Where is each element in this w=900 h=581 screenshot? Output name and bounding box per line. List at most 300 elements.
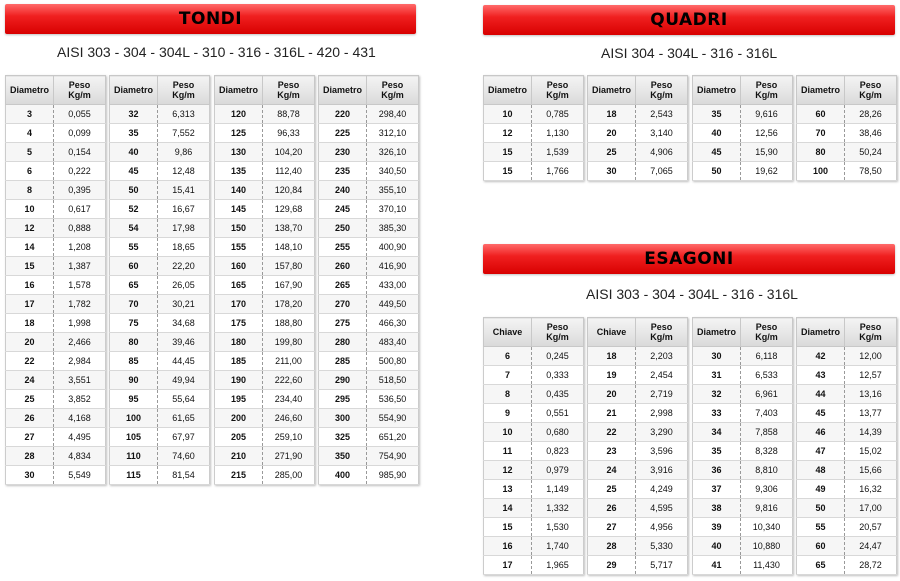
weight-cell: 2,203 <box>636 347 688 366</box>
table-row <box>215 276 315 295</box>
weight-cell: 518,50 <box>367 371 419 390</box>
weight-cell: 5,717 <box>636 556 688 575</box>
weight-cell: 433,00 <box>367 276 419 295</box>
weight-cell: 2,543 <box>636 105 688 124</box>
table-row <box>797 556 897 575</box>
quadri-table-4 <box>796 75 897 181</box>
weight-cell: 271,90 <box>263 447 315 466</box>
table-row <box>110 333 210 352</box>
weight-cell: 1,332 <box>532 499 584 518</box>
table-row <box>797 423 897 442</box>
size-cell: 115 <box>110 466 158 485</box>
weight-cell: 483,40 <box>367 333 419 352</box>
weight-cell: 0,099 <box>54 124 106 143</box>
table-row <box>110 105 210 124</box>
column-header-weight: Peso Kg/m <box>636 76 688 105</box>
weight-cell: 1,740 <box>532 537 584 556</box>
table-row <box>110 352 210 371</box>
size-cell: 135 <box>215 162 263 181</box>
size-cell: 170 <box>215 295 263 314</box>
table-row <box>110 238 210 257</box>
weight-cell: 129,68 <box>263 200 315 219</box>
table-row <box>319 447 419 466</box>
weight-cell: 55,64 <box>158 390 210 409</box>
weight-cell: 13,77 <box>845 404 897 423</box>
table-row <box>588 423 688 442</box>
esagoni-table-4 <box>796 317 897 575</box>
table-row <box>319 257 419 276</box>
table-row <box>215 200 315 219</box>
table-row <box>693 461 793 480</box>
size-cell: 34 <box>693 423 741 442</box>
tondi-subtitle: AISI 303 - 304 - 304L - 310 - 316 - 316L - 420 - 431 <box>57 44 376 60</box>
weight-cell: 18,65 <box>158 238 210 257</box>
size-cell: 17 <box>6 295 54 314</box>
table-row <box>319 105 419 124</box>
size-cell: 100 <box>797 162 845 181</box>
table-row <box>693 423 793 442</box>
size-cell: 220 <box>319 105 367 124</box>
weight-cell: 104,20 <box>263 143 315 162</box>
weight-cell: 9,306 <box>741 480 793 499</box>
weight-cell: 4,956 <box>636 518 688 537</box>
size-cell: 160 <box>215 257 263 276</box>
column-header-size: Diametro <box>484 76 532 105</box>
table-row <box>6 333 106 352</box>
table-row <box>110 124 210 143</box>
size-cell: 25 <box>588 480 636 499</box>
table-row <box>319 371 419 390</box>
weight-cell: 20,57 <box>845 518 897 537</box>
table-row <box>319 181 419 200</box>
weight-cell: 9,86 <box>158 143 210 162</box>
weight-cell: 7,065 <box>636 162 688 181</box>
size-cell: 20 <box>588 385 636 404</box>
table-row <box>319 200 419 219</box>
weight-cell: 19,62 <box>741 162 793 181</box>
size-cell: 9 <box>484 404 532 423</box>
size-cell: 60 <box>797 537 845 556</box>
size-cell: 24 <box>588 461 636 480</box>
table-row <box>6 447 106 466</box>
size-cell: 33 <box>693 404 741 423</box>
column-header-size: Diametro <box>693 318 741 347</box>
size-cell: 325 <box>319 428 367 447</box>
weight-cell: 554,90 <box>367 409 419 428</box>
size-cell: 35 <box>693 442 741 461</box>
size-cell: 260 <box>319 257 367 276</box>
column-header-weight: Peso Kg/m <box>54 76 106 105</box>
column-header-weight: Peso Kg/m <box>367 76 419 105</box>
column-header-size: Chiave <box>588 318 636 347</box>
size-cell: 14 <box>6 238 54 257</box>
esagoni-subtitle: AISI 303 - 304 - 304L - 316 - 316L <box>586 286 798 302</box>
weight-cell: 298,40 <box>367 105 419 124</box>
size-cell: 50 <box>693 162 741 181</box>
size-cell: 12 <box>484 461 532 480</box>
table-row <box>319 162 419 181</box>
size-cell: 240 <box>319 181 367 200</box>
size-cell: 215 <box>215 466 263 485</box>
size-cell: 44 <box>797 385 845 404</box>
table-row <box>797 461 897 480</box>
size-cell: 47 <box>797 442 845 461</box>
weight-cell: 14,39 <box>845 423 897 442</box>
size-cell: 39 <box>693 518 741 537</box>
esagoni-table-2 <box>587 317 688 575</box>
weight-cell: 2,719 <box>636 385 688 404</box>
weight-cell: 1,998 <box>54 314 106 333</box>
weight-cell: 985,90 <box>367 466 419 485</box>
table-row <box>215 371 315 390</box>
weight-cell: 1,578 <box>54 276 106 295</box>
table-row <box>6 428 106 447</box>
column-header-weight: Peso Kg/m <box>741 76 793 105</box>
weight-cell: 188,80 <box>263 314 315 333</box>
size-cell: 245 <box>319 200 367 219</box>
size-cell: 20 <box>588 124 636 143</box>
size-cell: 120 <box>215 105 263 124</box>
table-row <box>215 238 315 257</box>
size-cell: 165 <box>215 276 263 295</box>
size-cell: 32 <box>693 385 741 404</box>
weight-cell: 78,50 <box>845 162 897 181</box>
size-cell: 270 <box>319 295 367 314</box>
table-row <box>693 518 793 537</box>
table-row <box>319 276 419 295</box>
table-row <box>588 347 688 366</box>
size-cell: 55 <box>797 518 845 537</box>
table-row <box>215 466 315 485</box>
size-cell: 27 <box>6 428 54 447</box>
table-row <box>588 556 688 575</box>
size-cell: 105 <box>110 428 158 447</box>
column-header-size: Diametro <box>110 76 158 105</box>
size-cell: 31 <box>693 366 741 385</box>
size-cell: 150 <box>215 219 263 238</box>
table-row <box>693 499 793 518</box>
size-cell: 26 <box>588 499 636 518</box>
table-row <box>484 499 584 518</box>
table-row <box>588 518 688 537</box>
weight-cell: 211,00 <box>263 352 315 371</box>
size-cell: 65 <box>110 276 158 295</box>
size-cell: 13 <box>484 480 532 499</box>
column-header-weight: Peso Kg/m <box>845 318 897 347</box>
size-cell: 35 <box>110 124 158 143</box>
weight-cell: 26,05 <box>158 276 210 295</box>
table-row <box>6 143 106 162</box>
table-row <box>319 143 419 162</box>
weight-cell: 44,45 <box>158 352 210 371</box>
size-cell: 60 <box>110 257 158 276</box>
weight-cell: 28,26 <box>845 105 897 124</box>
column-header-weight: Peso Kg/m <box>532 318 584 347</box>
table-row <box>6 295 106 314</box>
size-cell: 20 <box>6 333 54 352</box>
size-cell: 255 <box>319 238 367 257</box>
weight-cell: 74,60 <box>158 447 210 466</box>
table-row <box>319 352 419 371</box>
size-cell: 10 <box>484 423 532 442</box>
weight-cell: 1,149 <box>532 480 584 499</box>
weight-cell: 2,454 <box>636 366 688 385</box>
quadri-banner <box>483 5 895 35</box>
table-row <box>6 276 106 295</box>
table-row <box>6 390 106 409</box>
table-row <box>6 200 106 219</box>
weight-cell: 15,41 <box>158 181 210 200</box>
table-row <box>215 257 315 276</box>
weight-cell: 10,880 <box>741 537 793 556</box>
weight-cell: 0,888 <box>54 219 106 238</box>
esagoni-table-1 <box>483 317 584 575</box>
table-row <box>797 537 897 556</box>
size-cell: 21 <box>588 404 636 423</box>
size-cell: 19 <box>588 366 636 385</box>
weight-cell: 536,50 <box>367 390 419 409</box>
weight-cell: 15,90 <box>741 143 793 162</box>
size-cell: 10 <box>484 105 532 124</box>
size-cell: 17 <box>484 556 532 575</box>
size-cell: 8 <box>6 181 54 200</box>
weight-cell: 148,10 <box>263 238 315 257</box>
size-cell: 14 <box>484 499 532 518</box>
table-row <box>484 442 584 461</box>
weight-cell: 0,617 <box>54 200 106 219</box>
column-header-size: Diametro <box>588 76 636 105</box>
table-row <box>797 143 897 162</box>
size-cell: 55 <box>110 238 158 257</box>
weight-cell: 0,979 <box>532 461 584 480</box>
weight-cell: 16,67 <box>158 200 210 219</box>
size-cell: 155 <box>215 238 263 257</box>
table-row <box>110 428 210 447</box>
table-row <box>797 124 897 143</box>
weight-cell: 466,30 <box>367 314 419 333</box>
size-cell: 110 <box>110 447 158 466</box>
size-cell: 27 <box>588 518 636 537</box>
column-header-size: Diametro <box>797 318 845 347</box>
size-cell: 40 <box>693 537 741 556</box>
weight-cell: 4,168 <box>54 409 106 428</box>
size-cell: 22 <box>6 352 54 371</box>
weight-cell: 3,140 <box>636 124 688 143</box>
tondi-title: TONDI <box>178 9 243 29</box>
column-header-size: Chiave <box>484 318 532 347</box>
weight-cell: 10,340 <box>741 518 793 537</box>
table-row <box>215 143 315 162</box>
table-row <box>319 466 419 485</box>
weight-cell: 3,916 <box>636 461 688 480</box>
table-row <box>693 366 793 385</box>
weight-cell: 3,852 <box>54 390 106 409</box>
table-row <box>797 404 897 423</box>
table-row <box>110 162 210 181</box>
table-row <box>693 385 793 404</box>
weight-cell: 112,40 <box>263 162 315 181</box>
size-cell: 28 <box>588 537 636 556</box>
weight-cell: 3,596 <box>636 442 688 461</box>
size-cell: 43 <box>797 366 845 385</box>
weight-cell: 4,834 <box>54 447 106 466</box>
size-cell: 65 <box>797 556 845 575</box>
weight-cell: 12,00 <box>845 347 897 366</box>
size-cell: 140 <box>215 181 263 200</box>
table-row <box>484 556 584 575</box>
table-row <box>215 162 315 181</box>
size-cell: 18 <box>6 314 54 333</box>
size-cell: 275 <box>319 314 367 333</box>
weight-cell: 11,430 <box>741 556 793 575</box>
table-row <box>693 556 793 575</box>
weight-cell: 38,46 <box>845 124 897 143</box>
table-row <box>797 105 897 124</box>
table-row <box>6 257 106 276</box>
weight-cell: 178,20 <box>263 295 315 314</box>
weight-cell: 500,80 <box>367 352 419 371</box>
size-cell: 30 <box>588 162 636 181</box>
table-row <box>484 537 584 556</box>
tondi-table-2 <box>109 75 210 485</box>
size-cell: 11 <box>484 442 532 461</box>
weight-cell: 17,00 <box>845 499 897 518</box>
size-cell: 12 <box>6 219 54 238</box>
weight-cell: 199,80 <box>263 333 315 352</box>
tondi-table-3 <box>214 75 315 485</box>
size-cell: 90 <box>110 371 158 390</box>
table-row <box>110 447 210 466</box>
table-row <box>6 162 106 181</box>
weight-cell: 50,24 <box>845 143 897 162</box>
size-cell: 130 <box>215 143 263 162</box>
weight-cell: 340,50 <box>367 162 419 181</box>
table-row <box>319 124 419 143</box>
size-cell: 30 <box>693 347 741 366</box>
column-header-size: Diametro <box>215 76 263 105</box>
weight-cell: 651,20 <box>367 428 419 447</box>
size-cell: 32 <box>110 105 158 124</box>
table-row <box>588 162 688 181</box>
size-cell: 52 <box>110 200 158 219</box>
size-cell: 18 <box>588 105 636 124</box>
weight-cell: 138,70 <box>263 219 315 238</box>
table-row <box>588 461 688 480</box>
table-row <box>319 428 419 447</box>
weight-cell: 16,32 <box>845 480 897 499</box>
table-row <box>693 162 793 181</box>
weight-cell: 34,68 <box>158 314 210 333</box>
table-row <box>6 238 106 257</box>
size-cell: 3 <box>6 105 54 124</box>
size-cell: 18 <box>588 347 636 366</box>
table-row <box>110 143 210 162</box>
weight-cell: 4,249 <box>636 480 688 499</box>
weight-cell: 1,965 <box>532 556 584 575</box>
size-cell: 25 <box>6 390 54 409</box>
weight-cell: 400,90 <box>367 238 419 257</box>
weight-cell: 6,961 <box>741 385 793 404</box>
table-row <box>588 124 688 143</box>
weight-cell: 5,330 <box>636 537 688 556</box>
size-cell: 7 <box>484 366 532 385</box>
size-cell: 8 <box>484 385 532 404</box>
table-row <box>693 347 793 366</box>
column-header-size: Diametro <box>693 76 741 105</box>
weight-cell: 312,10 <box>367 124 419 143</box>
tondi-banner <box>5 4 416 34</box>
size-cell: 225 <box>319 124 367 143</box>
weight-cell: 12,48 <box>158 162 210 181</box>
column-header-weight: Peso Kg/m <box>263 76 315 105</box>
table-row <box>6 219 106 238</box>
weight-cell: 6,313 <box>158 105 210 124</box>
table-row <box>6 409 106 428</box>
table-row <box>797 385 897 404</box>
table-row <box>319 333 419 352</box>
table-row <box>484 385 584 404</box>
table-row <box>319 238 419 257</box>
weight-cell: 0,333 <box>532 366 584 385</box>
size-cell: 80 <box>797 143 845 162</box>
table-row <box>484 461 584 480</box>
weight-cell: 4,906 <box>636 143 688 162</box>
table-row <box>6 371 106 390</box>
tondi-table-4 <box>318 75 419 485</box>
size-cell: 4 <box>6 124 54 143</box>
size-cell: 180 <box>215 333 263 352</box>
weight-cell: 0,222 <box>54 162 106 181</box>
weight-cell: 17,98 <box>158 219 210 238</box>
table-row <box>588 537 688 556</box>
weight-cell: 754,90 <box>367 447 419 466</box>
table-row <box>484 143 584 162</box>
weight-cell: 9,816 <box>741 499 793 518</box>
size-cell: 50 <box>110 181 158 200</box>
weight-cell: 3,290 <box>636 423 688 442</box>
weight-cell: 355,10 <box>367 181 419 200</box>
table-row <box>6 105 106 124</box>
column-header-size: Diametro <box>797 76 845 105</box>
weight-cell: 39,46 <box>158 333 210 352</box>
size-cell: 80 <box>110 333 158 352</box>
table-row <box>693 404 793 423</box>
tondi-table-1 <box>5 75 106 485</box>
weight-cell: 246,60 <box>263 409 315 428</box>
table-row <box>6 352 106 371</box>
table-row <box>797 442 897 461</box>
size-cell: 36 <box>693 461 741 480</box>
weight-cell: 4,595 <box>636 499 688 518</box>
table-row <box>110 466 210 485</box>
weight-cell: 15,02 <box>845 442 897 461</box>
weight-cell: 3,551 <box>54 371 106 390</box>
weight-cell: 6,533 <box>741 366 793 385</box>
weight-cell: 5,549 <box>54 466 106 485</box>
size-cell: 45 <box>693 143 741 162</box>
weight-cell: 15,66 <box>845 461 897 480</box>
weight-cell: 9,616 <box>741 105 793 124</box>
weight-cell: 1,766 <box>532 162 584 181</box>
esagoni-table-3 <box>692 317 793 575</box>
weight-cell: 1,208 <box>54 238 106 257</box>
table-row <box>588 385 688 404</box>
size-cell: 230 <box>319 143 367 162</box>
weight-cell: 285,00 <box>263 466 315 485</box>
size-cell: 210 <box>215 447 263 466</box>
size-cell: 45 <box>110 162 158 181</box>
size-cell: 6 <box>6 162 54 181</box>
